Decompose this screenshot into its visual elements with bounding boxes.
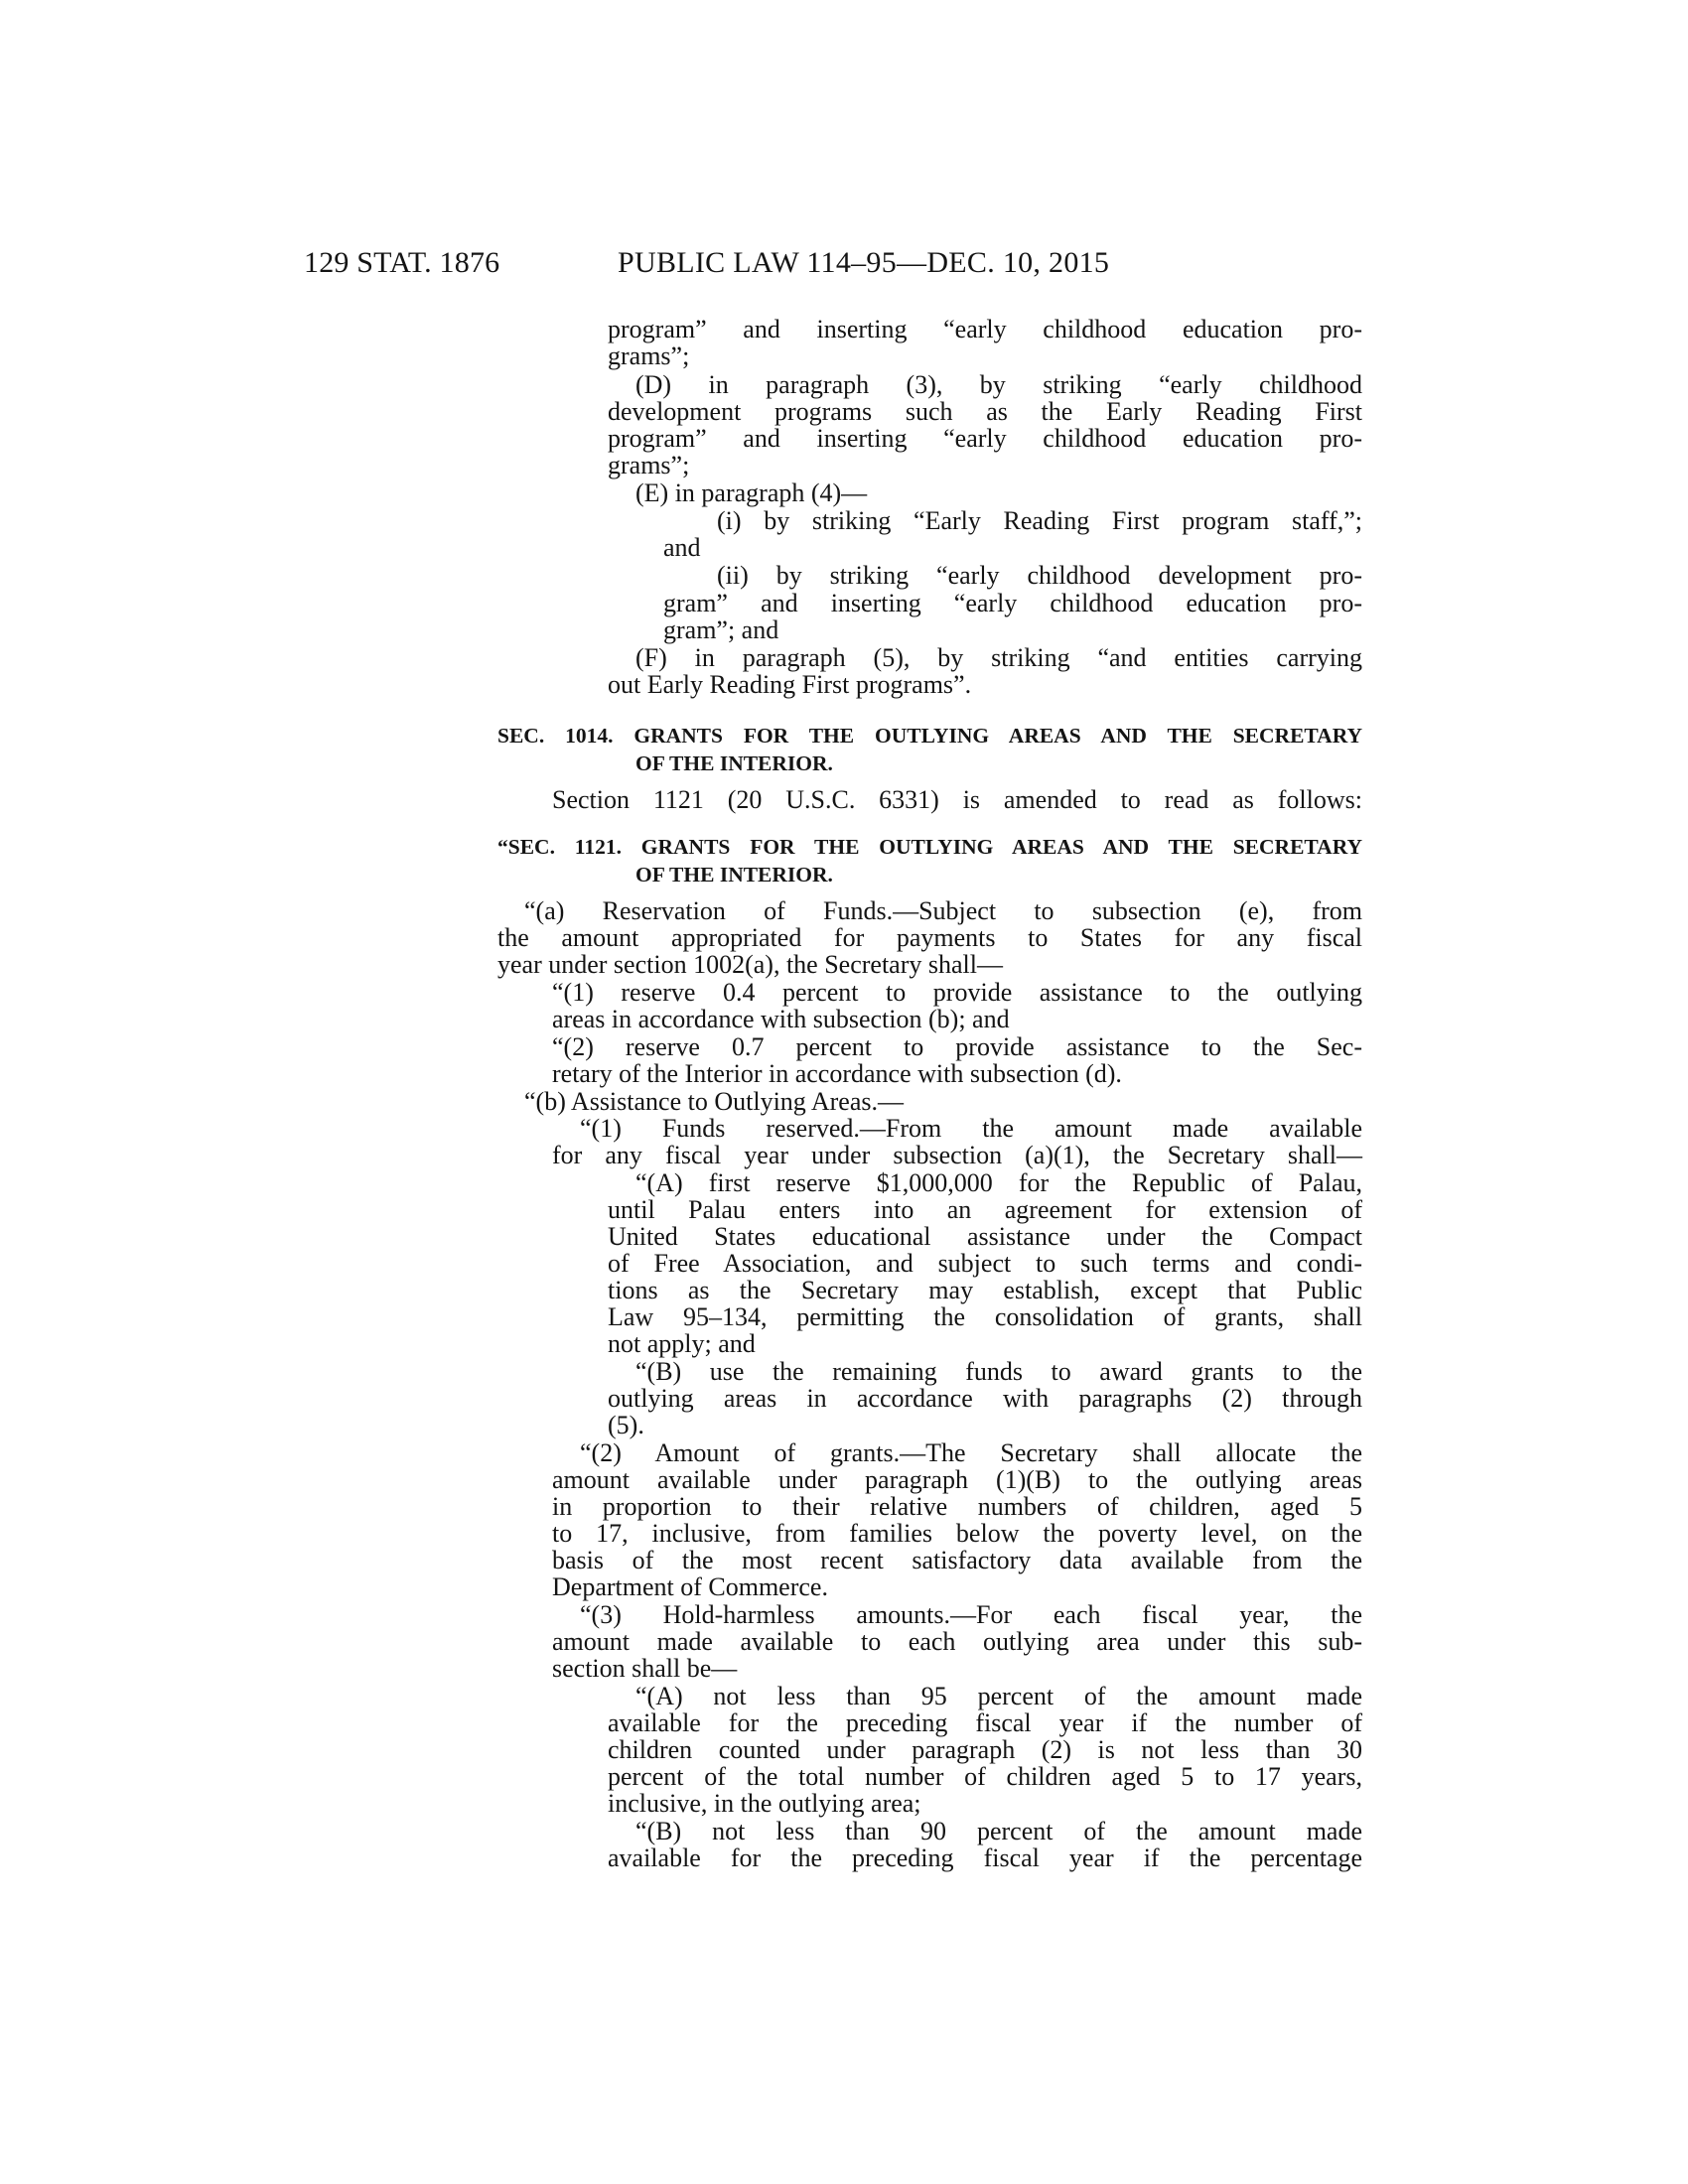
text-line: amount made available to each outlying area under this sub- [552,1627,1362,1656]
text-line: not apply; and [608,1329,756,1358]
text-line: children counted under paragraph (2) is not less than 30 [608,1735,1362,1764]
text-line: the amount appropriated for payments to States for any fiscal [497,923,1362,952]
stat-citation: 129 STAT. 1876 [304,246,500,279]
text-line: amount available under paragraph (1)(B) to the outlying areas [552,1465,1362,1494]
text-line: “(2) reserve 0.7 percent to provide assistance to the Sec- [552,1032,1362,1061]
text-line: grams”; [608,341,690,370]
text-line: “(a) Reservation of Funds.—Subject to subsection (e), from [524,896,1362,925]
text-line: in proportion to their relative numbers of children, aged 5 [552,1492,1362,1521]
text-line: “(B) use the remaining funds to award grants to the [635,1357,1362,1386]
text-line: percent of the total number of children aged 5 to 17 years, [608,1762,1362,1791]
text-line: to 17, inclusive, from families below the poverty level, on the [552,1519,1362,1548]
text-line: “(3) Hold-harmless amounts.—For each fiscal year, the [580,1600,1362,1629]
text-line: of Free Association, and subject to such terms and condi- [608,1249,1362,1278]
text-line: (F) in paragraph (5), by striking “and entities carrying [635,643,1362,672]
text-line: development programs such as the Early Reading First [608,397,1362,426]
text-line: “(A) not less than 95 percent of the amount made [635,1682,1362,1710]
text-line: “(A) first reserve $1,000,000 for the Republic of Palau, [635,1168,1362,1197]
text-line: and [663,533,701,562]
text-line: program” and inserting “early childhood education pro- [608,424,1362,453]
text-line: “(1) reserve 0.4 percent to provide assistance to the outlying [552,978,1362,1007]
text-line: areas in accordance with subsection (b); and [552,1005,1010,1033]
text-line: grams”; [608,451,690,479]
text-line: “(2) Amount of grants.—The Secretary shall allocate the [580,1438,1362,1467]
running-head: PUBLIC LAW 114–95—DEC. 10, 2015 [618,246,1110,279]
section-heading-line: “SEC. 1121. GRANTS FOR THE OUTLYING AREAS AND THE SECRETARY [497,835,1362,859]
text-line: (i) by striking “Early Reading First program staff,”; [717,506,1362,535]
text-line: program” and inserting “early childhood education pro- [608,315,1362,343]
text-line: “(b) Assistance to Outlying Areas.— [524,1087,904,1116]
section-heading-line: OF THE INTERIOR. [635,863,833,887]
text-line: basis of the most recent satisfactory data available from the [552,1546,1362,1574]
text-line: outlying areas in accordance with paragraphs (2) through [608,1384,1362,1413]
text-line: Section 1121 (20 U.S.C. 6331) is amended to read as follows: [552,785,1362,814]
text-line: Law 95–134, permitting the consolidation of grants, shall [608,1302,1362,1331]
text-line: (D) in paragraph (3), by striking “early childhood [635,370,1362,399]
text-line: year under section 1002(a), the Secretary shall— [497,950,1003,979]
text-line: “(B) not less than 90 percent of the amount made [635,1817,1362,1845]
text-line: retary of the Interior in accordance with subsection (d). [552,1059,1122,1088]
text-line: out Early Reading First programs”. [608,670,972,699]
text-line: tions as the Secretary may establish, except that Public [608,1276,1362,1304]
section-heading-line: OF THE INTERIOR. [635,751,833,775]
text-line: until Palau enters into an agreement for extension of [608,1195,1362,1224]
text-line: available for the preceding fiscal year if the percentage [608,1843,1362,1872]
text-line: gram”; and [663,615,779,644]
text-line: section shall be— [552,1654,738,1683]
text-line: (5). [608,1411,644,1439]
text-line: United States educational assistance under the Compact [608,1222,1362,1251]
text-line: inclusive, in the outlying area; [608,1789,921,1818]
text-line: Department of Commerce. [552,1572,828,1601]
text-line: (E) in paragraph (4)— [635,478,868,507]
text-line: (ii) by striking “early childhood development pro- [717,561,1362,590]
text-line: gram” and inserting “early childhood education pro- [663,589,1362,617]
section-heading-line: SEC. 1014. GRANTS FOR THE OUTLYING AREAS AND THE SECRETARY [497,724,1362,748]
text-line: for any fiscal year under subsection (a)(1), the Secretary shall— [552,1141,1362,1169]
page-header [0,246,1688,286]
text-line: “(1) Funds reserved.—From the amount made available [580,1114,1362,1143]
text-line: available for the preceding fiscal year if the number of [608,1708,1362,1737]
